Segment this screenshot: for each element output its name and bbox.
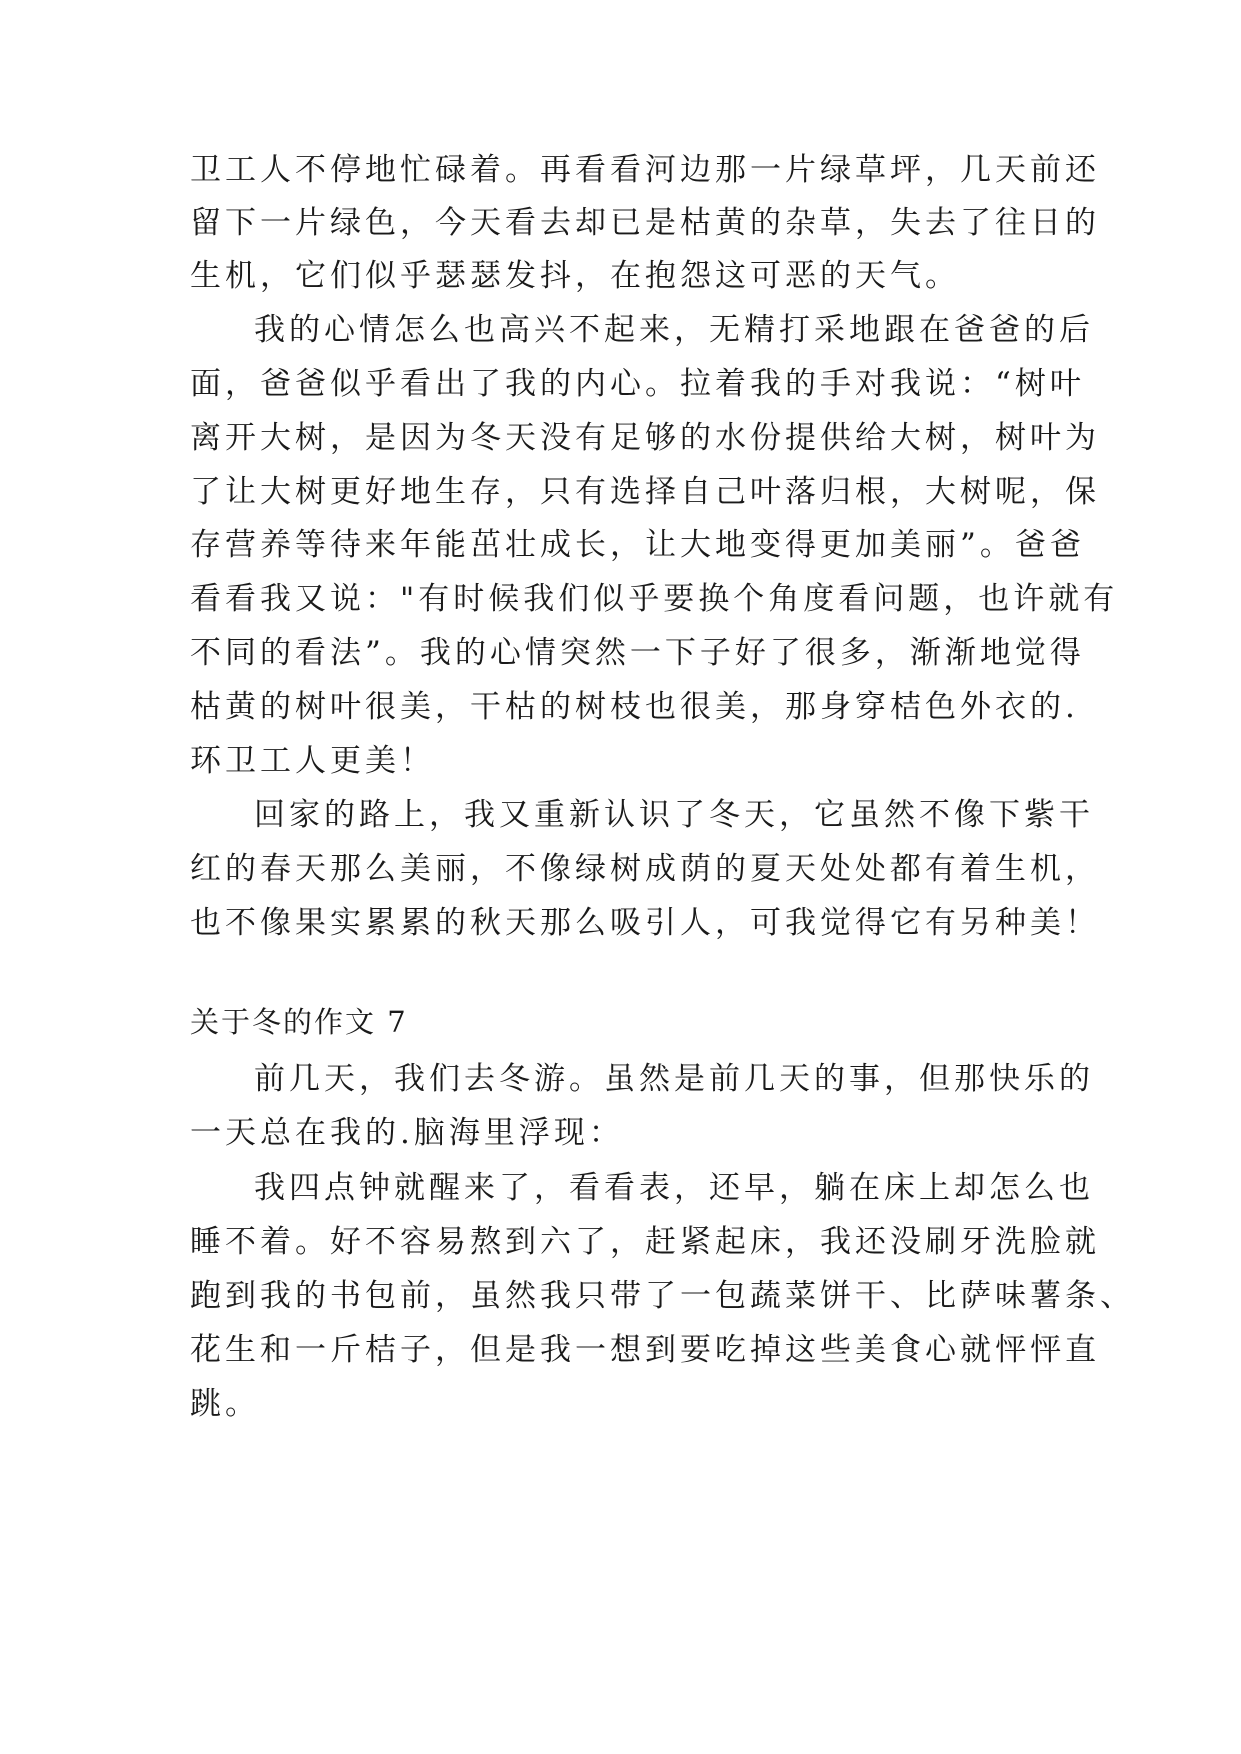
text-line: 卫工人不停地忙碌着。再看看河边那一片绿草坪，几天前还 — [190, 152, 1100, 188]
text-line: 生机，它们似乎瑟瑟发抖，在抱怨这可恶的天气。 — [190, 258, 960, 294]
paragraph-start-line: 回家的路上，我又重新认识了冬天，它虽然不像下紫干 — [254, 797, 1094, 833]
text-line: 环卫工人更美！ — [190, 743, 435, 779]
text-line: 跑到我的书包前，虽然我只带了一包蔬菜饼干、比萨味薯条、 — [190, 1278, 1135, 1314]
text-line: 存营养等待来年能茁壮成长，让大地变得更加美丽”。爸爸 — [190, 527, 1085, 563]
paragraph-start-line: 前几天，我们去冬游。虽然是前几天的事，但那快乐的 — [254, 1061, 1094, 1097]
text-line: 也不像果实累累的秋天那么吸引人，可我觉得它有另种美！ — [190, 905, 1100, 941]
text-line: 不同的看法”。我的心情突然一下子好了很多，渐渐地觉得 — [190, 635, 1085, 671]
text-line: 看看我又说："有时候我们似乎要换个角度看问题，也许就有 — [190, 581, 1119, 617]
text-line: 花生和一斤桔子，但是我一想到要吃掉这些美食心就怦怦直 — [190, 1332, 1100, 1368]
text-line: 留下一片绿色，今天看去却已是枯黄的杂草，失去了往日的 — [190, 205, 1100, 241]
text-line: 了让大树更好地生存，只有选择自己叶落归根，大树呢，保 — [190, 474, 1100, 510]
paragraph-start-line: 我的心情怎么也高兴不起来，无精打采地跟在爸爸的后 — [254, 312, 1094, 348]
text-line: 睡不着。好不容易熬到六了，赶紧起床，我还没刷牙洗脸就 — [190, 1224, 1100, 1260]
text-line: 面，爸爸似乎看出了我的内心。拉着我的手对我说：“树叶 — [190, 366, 1085, 402]
text-line: 枯黄的树叶很美，干枯的树枝也很美，那身穿桔色外衣的. — [190, 689, 1079, 725]
text-line: 离开大树，是因为冬天没有足够的水份提供给大树，树叶为 — [190, 420, 1100, 456]
paragraph-start-line: 我四点钟就醒来了，看看表，还早，躺在床上却怎么也 — [254, 1170, 1094, 1206]
text-line: 红的春天那么美丽，不像绿树成荫的夏天处处都有着生机， — [190, 851, 1100, 887]
text-line: 一天总在我的.脑海里浮现： — [190, 1115, 624, 1151]
section-heading: 关于冬的作文 7 — [190, 1005, 408, 1039]
text-line: 跳。 — [190, 1386, 260, 1422]
